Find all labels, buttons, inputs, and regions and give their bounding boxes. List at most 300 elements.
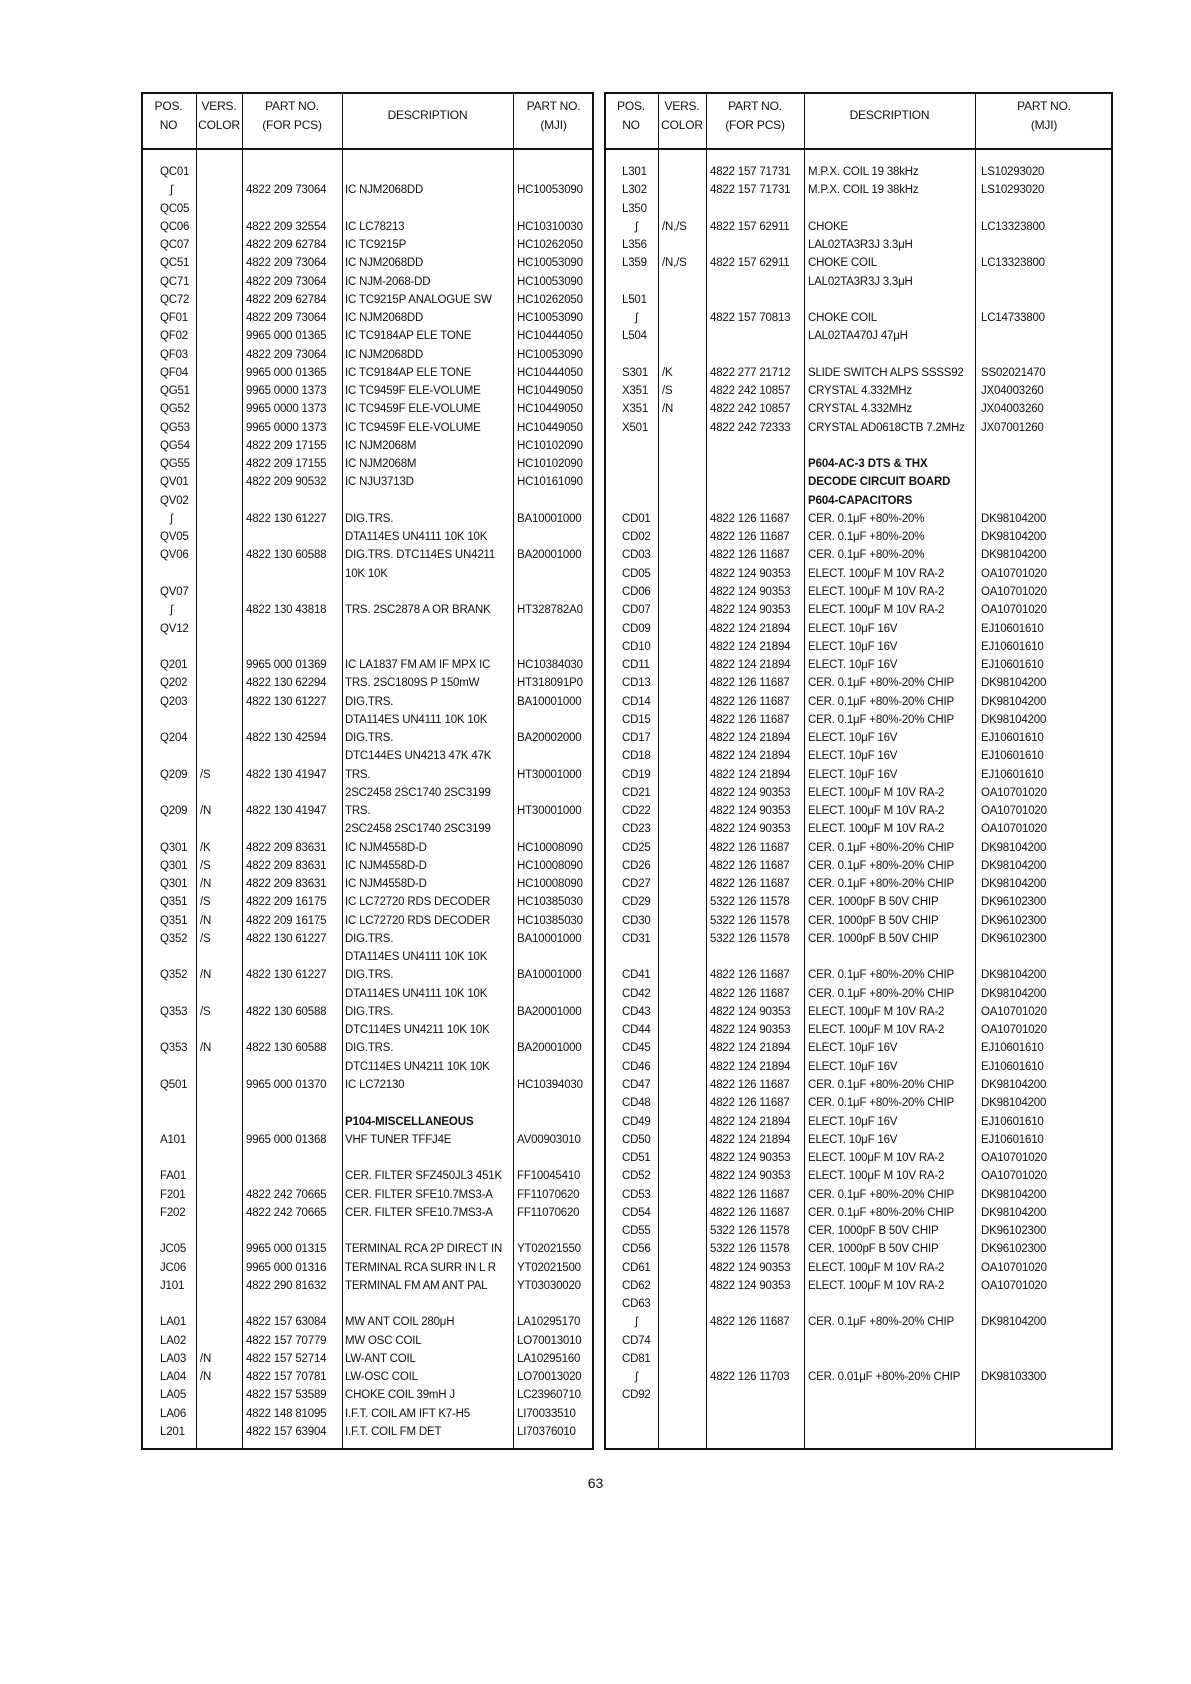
pos-no-cell: CD01	[622, 512, 651, 525]
version-color-cell	[658, 1240, 706, 1258]
table-row	[604, 419, 1113, 437]
table-row	[604, 985, 1113, 1003]
version-color-cell	[196, 273, 242, 291]
version-color-cell	[658, 966, 706, 984]
description-cell	[342, 1094, 513, 1112]
version-color-cell	[196, 711, 242, 729]
pos-no-cell: QF01	[160, 312, 188, 325]
description-cell: CER. 1000pF B 50V CHIP	[808, 1243, 939, 1256]
table-header	[141, 92, 594, 139]
part-no-mji-cell: HC10008090	[517, 841, 583, 854]
part-no-pcs-cell	[242, 1094, 342, 1112]
section-heading-row	[604, 492, 1113, 510]
version-color-cell	[658, 419, 706, 437]
pos-no-cell: QV01	[160, 476, 189, 489]
description-cell: ELECT. 100μF M 10V RA-2	[808, 1005, 945, 1018]
part-no-mji-cell: OA10701020	[981, 1024, 1047, 1037]
description-cell	[342, 200, 513, 218]
part-no-mji-cell: AV00903010	[517, 1133, 581, 1146]
description-cell: ELECT. 100μF M 10V RA-2	[808, 1279, 945, 1292]
version-color-cell: /S	[200, 768, 211, 781]
pos-no-cell	[141, 747, 196, 765]
version-color-cell	[196, 1021, 242, 1039]
version-color-cell	[196, 1167, 242, 1185]
pos-no-cell	[141, 1058, 196, 1076]
version-color-cell	[196, 1405, 242, 1423]
table-row	[141, 820, 594, 838]
version-color-cell	[196, 1094, 242, 1112]
part-no-pcs-cell: 4822 130 60588	[246, 1005, 327, 1018]
part-no-pcs-cell: 4822 209 16175	[246, 896, 327, 909]
part-no-pcs-cell: 4822 130 61227	[246, 695, 327, 708]
version-color-cell	[658, 711, 706, 729]
version-color-cell	[658, 181, 706, 199]
table-row	[141, 1386, 594, 1404]
table-row	[604, 839, 1113, 857]
version-color-cell	[196, 1295, 242, 1313]
part-no-mji-cell	[975, 948, 1113, 966]
description-cell: IC TC9184AP ELE TONE	[345, 330, 472, 343]
version-color-cell: /N	[662, 403, 674, 416]
pos-no-cell: CD11	[622, 659, 650, 672]
part-no-mji-cell: DK96102300	[981, 914, 1047, 927]
table-row	[604, 693, 1113, 711]
description-cell: CER. 0.1μF +80%-20%	[808, 549, 925, 562]
header-part-no-mji: PART NO. (MJI)	[1017, 98, 1071, 132]
version-color-cell	[196, 473, 242, 491]
table-row	[604, 1058, 1113, 1076]
version-color-cell	[196, 1277, 242, 1295]
version-color-cell	[658, 1350, 706, 1368]
part-no-pcs-cell	[242, 747, 342, 765]
pos-no-cell: QV06	[160, 549, 189, 562]
part-no-mji-cell: OA10701020	[981, 604, 1047, 617]
description-cell: MW ANT COIL 280μH	[345, 1316, 455, 1329]
version-color-cell	[196, 674, 242, 692]
part-no-mji-cell: EJ10601610	[981, 659, 1044, 672]
version-color-cell	[196, 218, 242, 236]
pos-no-cell: CD07	[622, 604, 651, 617]
table-row	[604, 1021, 1113, 1039]
part-no-mji-cell: OA10701020	[981, 1152, 1047, 1165]
description-cell	[342, 1149, 513, 1167]
pos-no-cell: CD62	[622, 1279, 651, 1292]
pos-no-cell: CD51	[622, 1152, 651, 1165]
part-no-mji-cell: HC10008090	[517, 859, 583, 872]
table-row	[604, 893, 1113, 911]
table-row	[141, 656, 594, 674]
table-row	[141, 565, 594, 583]
header-description: DESCRIPTION	[849, 108, 930, 122]
part-no-pcs-cell: 4822 124 90353	[710, 1261, 791, 1274]
version-color-cell	[196, 948, 242, 966]
pos-no-cell: X501	[622, 421, 649, 434]
part-no-mji-cell: EJ10601610	[981, 640, 1044, 653]
version-color-cell	[196, 1240, 242, 1258]
version-color-cell: /N,/S	[662, 220, 687, 233]
table-row	[141, 1076, 594, 1094]
table-row	[141, 1058, 594, 1076]
part-no-pcs-cell: 4822 157 52714	[246, 1352, 327, 1365]
part-no-pcs-cell: 4822 209 32554	[246, 220, 327, 233]
description-cell: CER. 0.1μF +80%-20%	[808, 531, 925, 544]
part-no-pcs-cell	[242, 1113, 342, 1131]
part-no-mji-cell: LC14733800	[981, 312, 1045, 325]
description-cell	[804, 1332, 975, 1350]
version-color-cell	[196, 583, 242, 601]
version-color-cell	[196, 820, 242, 838]
part-no-mji-cell	[513, 948, 594, 966]
version-color-cell	[196, 364, 242, 382]
description-cell: CER. 0.1μF +80%-20% CHIP	[808, 713, 954, 726]
description-cell: IC TC9184AP ELE TONE	[345, 366, 472, 379]
part-no-mji-cell	[513, 1295, 594, 1313]
description-cell: CER. 0.1μF +80%-20% CHIP	[808, 859, 954, 872]
pos-no-cell: CD27	[622, 878, 651, 891]
part-no-mji-cell	[513, 163, 594, 181]
table-row	[604, 382, 1113, 400]
parts-table-left	[141, 92, 594, 1450]
part-no-pcs-cell: 5322 126 11578	[710, 1243, 790, 1256]
version-color-cell	[196, 1131, 242, 1149]
table-row	[604, 181, 1113, 199]
pos-no-cell: LA01	[160, 1316, 187, 1329]
part-no-mji-cell	[513, 565, 594, 583]
version-color-cell	[196, 419, 242, 437]
table-row	[141, 254, 594, 272]
table-row	[141, 711, 594, 729]
version-color-cell: /N	[200, 1042, 212, 1055]
pos-no-cell: CD54	[622, 1206, 651, 1219]
description-cell: IC LC72130	[345, 1079, 405, 1091]
pos-no-cell: CD05	[622, 567, 651, 580]
part-no-pcs-cell: 9965 000 01370	[246, 1079, 327, 1091]
table-row	[141, 1259, 594, 1277]
part-no-mji-cell: BA20001000	[517, 549, 582, 562]
part-no-pcs-cell	[706, 1295, 804, 1313]
blank-row	[141, 1295, 594, 1313]
version-color-cell	[658, 309, 706, 327]
table-row	[604, 766, 1113, 784]
range-mark: ∫	[635, 1316, 638, 1329]
pos-no-cell: QG52	[160, 403, 190, 416]
table-row	[141, 546, 594, 564]
part-no-pcs-cell	[706, 948, 804, 966]
description-cell: IC LC72720 RDS DECODER	[345, 914, 491, 927]
pos-no-cell: X351	[622, 385, 649, 398]
pos-no-cell	[604, 492, 658, 510]
part-no-pcs-cell: 4822 209 83631	[246, 841, 327, 854]
part-no-pcs-cell: 4822 124 21894	[710, 622, 791, 635]
part-no-pcs-cell: 4822 209 73064	[246, 312, 327, 325]
table-row	[141, 291, 594, 309]
description-cell: ELECT. 10μF 16V	[808, 1133, 898, 1146]
description-cell: CER. 0.1μF +80%-20% CHIP	[808, 677, 954, 690]
table-row	[604, 1386, 1113, 1404]
version-color-cell	[196, 455, 242, 473]
part-no-pcs-cell: 4822 157 63904	[246, 1425, 327, 1438]
part-no-mji-cell: HC10385030	[517, 914, 583, 927]
pos-no-cell: Q501	[160, 1079, 188, 1091]
version-color-cell	[658, 1039, 706, 1057]
version-color-cell	[658, 1368, 706, 1386]
version-color-cell	[658, 1131, 706, 1149]
table-row	[141, 1405, 594, 1423]
version-color-cell	[196, 638, 242, 656]
version-color-cell	[658, 510, 706, 528]
table-row	[141, 784, 594, 802]
part-no-mji-cell	[513, 1149, 594, 1167]
part-no-pcs-cell	[242, 200, 342, 218]
pos-no-cell: J101	[160, 1279, 185, 1292]
part-no-mji-cell: FF11070620	[517, 1206, 580, 1219]
part-no-mji-cell: BA20001000	[517, 1042, 582, 1055]
table-row	[604, 601, 1113, 619]
pos-no-cell: JC05	[160, 1243, 187, 1256]
part-no-pcs-cell: 4822 126 11687	[710, 878, 790, 891]
part-no-mji-cell	[513, 747, 594, 765]
pos-no-cell: CD42	[622, 987, 651, 1000]
table-row	[141, 1003, 594, 1021]
part-no-mji-cell	[513, 1222, 594, 1240]
range-mark: ∫	[170, 604, 173, 617]
description-cell: DTA114ES UN4111 10K 10K	[345, 951, 488, 964]
version-color-cell	[196, 291, 242, 309]
part-no-mji-cell: HT30001000	[517, 805, 582, 818]
description-cell: ELECT. 100μF M 10V RA-2	[808, 786, 945, 799]
part-no-pcs-cell: 5322 126 11578	[710, 932, 790, 945]
pos-no-cell	[141, 985, 196, 1003]
part-no-pcs-cell: 4822 126 11687	[710, 859, 790, 872]
version-color-cell	[658, 985, 706, 1003]
version-color-cell	[658, 912, 706, 930]
version-color-cell	[658, 1113, 706, 1131]
description-cell: CER. 0.01μF +80%-20% CHIP	[808, 1371, 961, 1384]
table-row	[141, 419, 594, 437]
part-no-mji-cell: HC10053090	[517, 312, 583, 325]
pos-no-cell	[141, 1021, 196, 1039]
version-color-cell	[196, 236, 242, 254]
table-row	[141, 437, 594, 455]
part-no-mji-cell: EJ10601610	[981, 1115, 1044, 1128]
description-cell: IC NJM-2068-DD	[345, 275, 431, 288]
table-row	[141, 693, 594, 711]
description-cell: ELECT. 100μF M 10V RA-2	[808, 1024, 945, 1037]
pos-no-cell: CD06	[622, 585, 651, 598]
part-no-mji-cell: BA10001000	[517, 695, 582, 708]
description-cell: ELECT. 100μF M 10V RA-2	[808, 567, 945, 580]
pos-no-cell	[604, 273, 658, 291]
version-color-cell	[658, 1277, 706, 1295]
pos-no-cell: Q353	[160, 1042, 188, 1055]
part-no-pcs-cell	[242, 1149, 342, 1167]
version-color-cell: /S	[200, 932, 211, 945]
part-no-pcs-cell: 4822 157 70813	[710, 312, 791, 325]
part-no-mji-cell: DK98104200	[981, 677, 1047, 690]
pos-no-cell: Q352	[160, 932, 188, 945]
version-color-cell	[196, 747, 242, 765]
part-no-mji-cell: FF11070620	[517, 1188, 580, 1201]
table-row	[141, 400, 594, 418]
description-cell: CER. 0.1μF +80%-20% CHIP	[808, 1206, 954, 1219]
description-cell: IC NJU3713D	[345, 476, 414, 489]
pos-no-cell: CD13	[622, 677, 651, 690]
part-no-pcs-cell: 4822 130 61227	[246, 932, 327, 945]
part-no-mji-cell: BA20001000	[517, 1005, 582, 1018]
part-no-mji-cell: BA10001000	[517, 512, 582, 525]
pos-no-cell: S301	[622, 366, 649, 379]
section-heading: DECODE CIRCUIT BOARD	[808, 476, 951, 489]
pos-no-cell	[141, 1222, 196, 1240]
part-no-mji-cell	[975, 327, 1113, 345]
part-no-mji-cell: DK96102300	[981, 932, 1047, 945]
part-no-pcs-cell: 9965 0000 1373	[246, 403, 327, 416]
pos-no-cell	[141, 711, 196, 729]
pos-no-cell: L201	[160, 1425, 185, 1438]
part-no-mji-cell	[513, 1021, 594, 1039]
part-no-mji-cell	[513, 583, 594, 601]
part-no-pcs-cell: 4822 130 41947	[246, 768, 327, 781]
part-no-mji-cell: DK96102300	[981, 1243, 1047, 1256]
version-color-cell	[196, 1058, 242, 1076]
version-color-cell	[658, 857, 706, 875]
pos-no-cell: CD26	[622, 859, 651, 872]
pos-no-cell: CD81	[622, 1352, 651, 1365]
pos-no-cell: Q351	[160, 896, 188, 909]
version-color-cell	[658, 528, 706, 546]
table-row	[141, 163, 594, 181]
part-no-mji-cell: HC10053090	[517, 275, 583, 288]
pos-no-cell: QF04	[160, 366, 188, 379]
version-color-cell	[196, 729, 242, 747]
part-no-pcs-cell: 4822 290 81632	[246, 1279, 327, 1292]
part-no-mji-cell: HC10444050	[517, 366, 583, 379]
table-row	[141, 327, 594, 345]
description-cell: DIG.TRS. DTC114ES UN4211	[345, 549, 496, 562]
part-no-pcs-cell: 9965 000 01369	[246, 659, 327, 672]
description-cell: CER. 0.1μF +80%-20%	[808, 512, 925, 525]
table-row	[141, 930, 594, 948]
part-no-pcs-cell: 4822 126 11687	[710, 1079, 790, 1091]
table-row	[141, 1039, 594, 1057]
part-no-pcs-cell	[242, 620, 342, 638]
table-row	[141, 1021, 594, 1039]
blank-row	[141, 638, 594, 656]
part-no-pcs-cell: 4822 124 90353	[710, 1152, 791, 1165]
table-row	[141, 364, 594, 382]
description-cell: ELECT. 10μF 16V	[808, 1115, 898, 1128]
version-color-cell	[196, 656, 242, 674]
part-no-pcs-cell	[242, 1222, 342, 1240]
header-pos-no: POS. NO	[154, 98, 183, 132]
section-heading: P104-MISCELLANEOUS	[345, 1115, 474, 1128]
pos-no-cell: Q301	[160, 841, 188, 854]
description-cell	[342, 1295, 513, 1313]
table-row	[141, 985, 594, 1003]
description-cell: IC TC9459F ELE-VOLUME	[345, 421, 481, 434]
pos-no-cell	[604, 948, 658, 966]
part-no-pcs-cell: 4822 209 83631	[246, 878, 327, 891]
pos-no-cell: LA02	[160, 1334, 187, 1347]
table-row	[141, 1131, 594, 1149]
table-row	[604, 565, 1113, 583]
table-row	[141, 1277, 594, 1295]
description-cell	[804, 1295, 975, 1313]
description-cell	[804, 948, 975, 966]
description-cell: CRYSTAL AD0618CTB 7.2MHz	[808, 421, 965, 434]
part-no-pcs-cell: 4822 209 73064	[246, 275, 327, 288]
version-color-cell	[658, 565, 706, 583]
version-color-cell	[658, 163, 706, 181]
description-cell: IC NJM2068DD	[345, 184, 424, 197]
table-row	[141, 492, 594, 510]
table-row	[604, 1313, 1113, 1331]
version-color-cell	[196, 784, 242, 802]
part-no-mji-cell	[975, 492, 1113, 510]
version-color-cell	[196, 510, 242, 528]
version-color-cell	[196, 181, 242, 199]
table-row	[604, 218, 1113, 236]
table-row	[141, 1332, 594, 1350]
table-row	[604, 875, 1113, 893]
description-cell: MW OSC COIL	[345, 1334, 422, 1347]
description-cell: SLIDE SWITCH ALPS SSSS92	[808, 366, 964, 379]
part-no-pcs-cell: 4822 130 61227	[246, 969, 327, 982]
version-color-cell	[196, 163, 242, 181]
version-color-cell	[658, 492, 706, 510]
description-cell: TERMINAL RCA SURR IN L R	[345, 1261, 496, 1274]
table-row	[604, 400, 1113, 418]
part-no-pcs-cell	[242, 711, 342, 729]
version-color-cell	[196, 1332, 242, 1350]
pos-no-cell: CD19	[622, 768, 651, 781]
description-cell: ELECT. 100μF M 10V RA-2	[808, 805, 945, 818]
part-no-mji-cell	[975, 200, 1113, 218]
version-color-cell: /S	[662, 385, 673, 398]
part-no-mji-cell	[975, 455, 1113, 473]
description-cell: CER. 0.1μF +80%-20% CHIP	[808, 1188, 954, 1201]
pos-no-cell: QF02	[160, 330, 188, 343]
pos-no-cell: CD49	[622, 1115, 651, 1128]
description-cell	[804, 1350, 975, 1368]
table-row	[604, 327, 1113, 345]
version-color-cell	[196, 1222, 242, 1240]
part-no-mji-cell: HT318091P0	[517, 677, 583, 690]
version-color-cell: /N	[200, 1371, 212, 1384]
part-no-pcs-cell: 9965 000 01365	[246, 366, 327, 379]
part-no-mji-cell	[513, 985, 594, 1003]
description-cell: IC NJM2068DD	[345, 312, 424, 325]
part-no-mji-cell: OA10701020	[981, 805, 1047, 818]
range-mark: ∫	[635, 312, 638, 325]
part-no-mji-cell: LC13323800	[981, 257, 1045, 270]
pos-no-cell	[604, 346, 658, 364]
table-row	[604, 966, 1113, 984]
description-cell	[804, 291, 975, 309]
part-no-pcs-cell: 4822 124 21894	[710, 732, 791, 745]
blank-row	[141, 1222, 594, 1240]
pos-no-cell: CD61	[622, 1261, 651, 1274]
table-row	[141, 382, 594, 400]
description-cell: IC TC9215P	[345, 239, 407, 252]
description-cell: 2SC2458 2SC1740 2SC3199	[345, 823, 491, 836]
part-no-mji-cell: HC10161090	[517, 476, 583, 489]
part-no-pcs-cell: 4822 277 21712	[710, 366, 791, 379]
pos-no-cell: CD23	[622, 823, 651, 836]
pos-no-cell: X351	[622, 403, 649, 416]
table-row	[604, 1368, 1113, 1386]
pos-no-cell: Q301	[160, 859, 188, 872]
